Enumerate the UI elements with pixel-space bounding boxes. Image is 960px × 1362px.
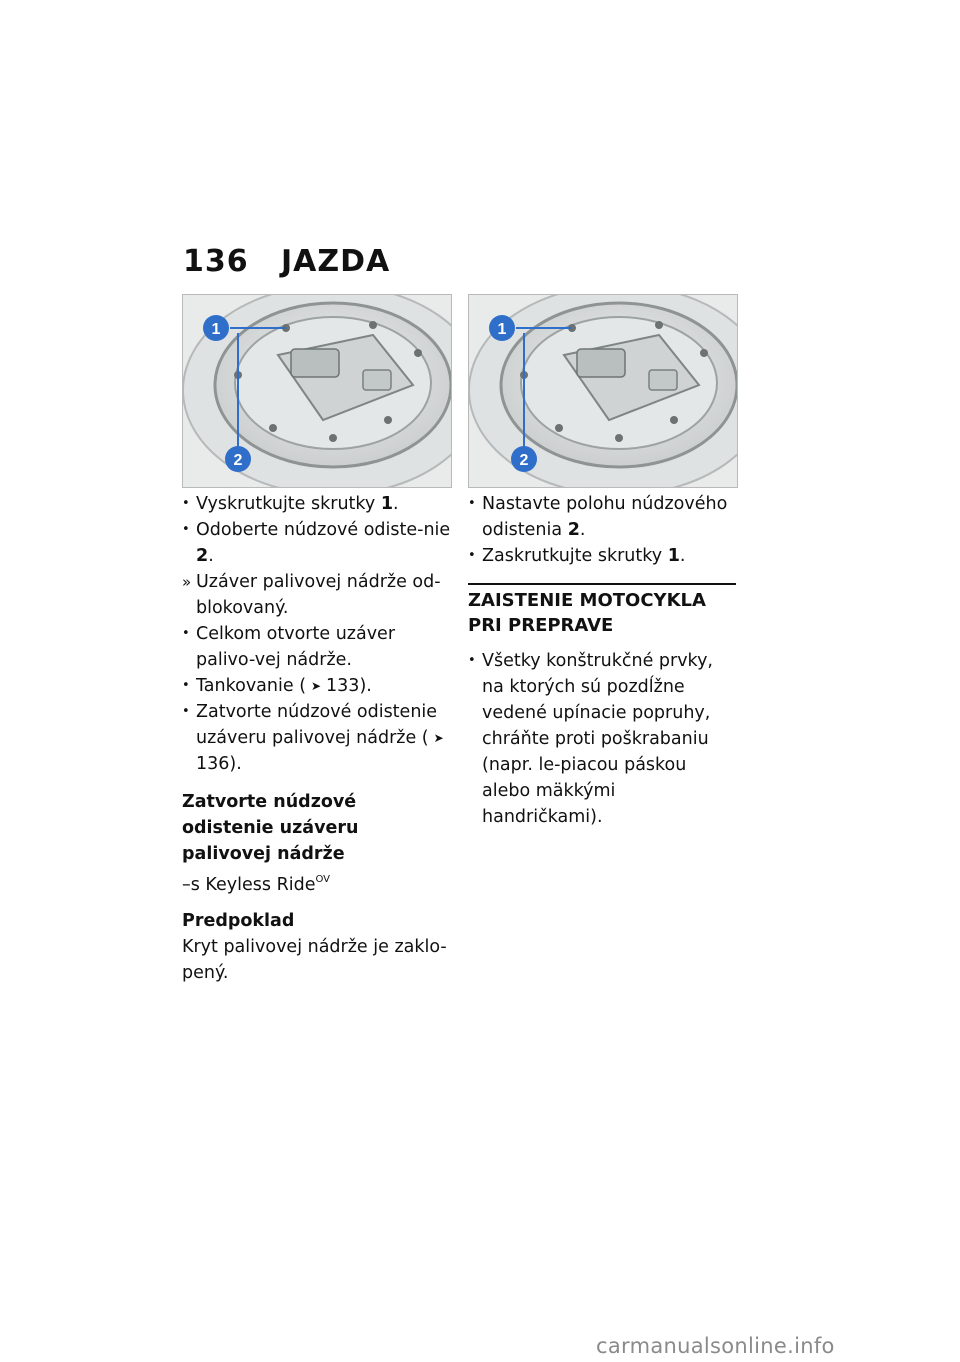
- callout-ref: 1: [380, 494, 394, 514]
- fuel-cap-figure-right: [468, 294, 738, 488]
- page-ref-arrow-icon: ➤: [311, 679, 322, 693]
- callout-2: 2: [233, 452, 243, 469]
- section-title: ZAISTENIE MOTOCYKLA PRI PREPRAVE: [468, 590, 706, 636]
- precondition-text: Kryt palivovej nádrže je zaklo-pený.: [182, 937, 447, 983]
- callout-1: 1: [497, 321, 507, 338]
- precondition-title: Predpoklad: [182, 911, 295, 931]
- list-item-result: » Uzáver palivovej nádrže od-blokovaný.: [182, 569, 452, 621]
- callout-ref: 2: [196, 546, 209, 566]
- watermark: carmanualsonline.info: [596, 1334, 835, 1358]
- list-item: • Vyskrutkujte skrutky 1.: [182, 491, 452, 517]
- page-number: 136: [183, 244, 249, 279]
- fuel-cap-illustration: [469, 295, 737, 487]
- right-column: [468, 491, 736, 830]
- callout-2: 2: [519, 452, 529, 469]
- option-badge: OV: [315, 874, 331, 885]
- list-item: • Celkom otvorte uzáver palivo-vej nádrže.: [182, 621, 452, 673]
- page-ref-link[interactable]: 136: [196, 754, 230, 774]
- procedure-heading: Zatvorte núdzové odistenie uzáveru palivovej nádrže: [182, 792, 359, 864]
- bullet-marker: •: [468, 653, 476, 668]
- list-item: • Nastavte polohu núdzového odistenia 2.: [468, 491, 736, 543]
- callout-ref: 1: [667, 546, 680, 566]
- section-divider: [468, 583, 736, 585]
- bullet-marker: •: [182, 522, 190, 537]
- callout-ref: 2: [567, 520, 580, 540]
- list-item: • Odoberte núdzové odiste-nie 2.: [182, 517, 452, 569]
- bullet-marker: •: [182, 626, 190, 641]
- left-column: [182, 491, 452, 986]
- page-ref-link[interactable]: 133: [326, 676, 360, 696]
- page-header: [183, 244, 390, 279]
- bullet-marker: •: [182, 496, 190, 511]
- bullet-marker: •: [468, 496, 476, 511]
- page-ref-arrow-icon: ➤: [433, 731, 444, 745]
- variant-note: –s Keyless Ride$^{OV}$: [182, 874, 331, 895]
- bullet-marker: •: [182, 678, 190, 693]
- list-item: • Tankovanie ( ➤ 133).: [182, 673, 452, 699]
- callout-1: 1: [211, 321, 221, 338]
- bullet-marker: •: [468, 548, 476, 563]
- list-item: • Zatvorte núdzové odistenie uzáveru palivovej nádrže ( ➤136).: [182, 699, 452, 777]
- list-item: • Všetky konštrukčné prvky, na ktorých sú pozdĺžne vedené upínacie popruhy, chráňte proti poškrabaniu (napr. le-piacou páskou alebo mäkkými handričkami).: [468, 648, 736, 830]
- bullet-marker: •: [182, 704, 190, 719]
- result-marker: »: [182, 573, 192, 591]
- fuel-cap-illustration: [183, 295, 451, 487]
- list-item: • Zaskrutkujte skrutky 1.: [468, 543, 736, 569]
- chapter-title: JAZDA: [281, 244, 391, 279]
- fuel-cap-figure-left: [182, 294, 452, 488]
